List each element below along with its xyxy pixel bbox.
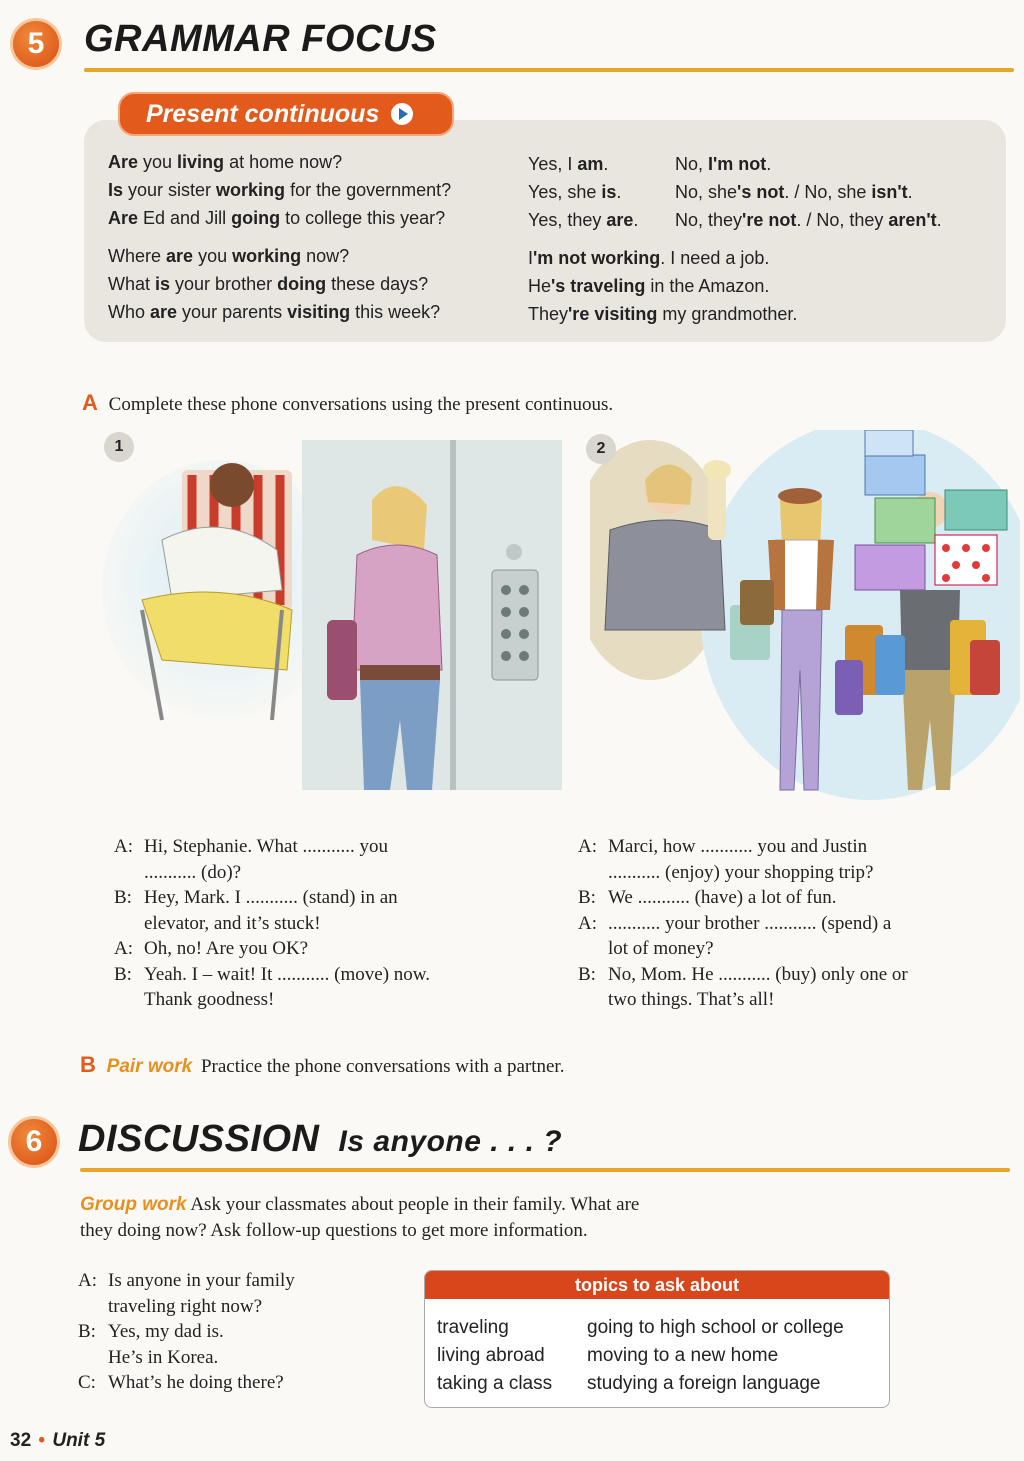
grammar-text: in the Amazon. <box>645 276 770 296</box>
group-work-label: Group work <box>80 1194 187 1215</box>
topic-item: taking a class <box>437 1373 553 1394</box>
section-number-badge <box>8 1116 60 1168</box>
conversation-line <box>114 860 534 886</box>
group-work-text-1: Ask your classmates about people in their family. What are <box>190 1194 640 1215</box>
line-text: Hi, Stephanie. What ........... you <box>144 836 388 857</box>
grammar-text: this week? <box>350 302 441 322</box>
speaker-label <box>578 860 608 886</box>
grammar-text: . / No, they <box>796 210 889 230</box>
conversation-1 <box>114 834 534 1013</box>
grammar-emphasis: going <box>231 208 281 228</box>
line-text: Thank goodness! <box>144 989 275 1010</box>
grammar-emphasis: is <box>601 182 617 202</box>
part-b-text: Practice the phone conversations with a partner. <box>200 1056 565 1077</box>
speaker-label <box>578 987 608 1013</box>
topic-item: moving to a new home <box>587 1345 779 1366</box>
grammar-emphasis: 're not <box>742 210 797 230</box>
grammar-text: . <box>633 210 639 230</box>
speaker-label: B: <box>578 963 596 985</box>
grammar-text: . <box>766 154 772 174</box>
grammar-emphasis: 's traveling <box>551 276 646 296</box>
grammar-text: . <box>603 154 609 174</box>
grammar-negative-answer <box>675 210 942 231</box>
conversation-line <box>78 1345 398 1371</box>
grammar-text: . <box>936 210 942 230</box>
grammar-emphasis: Are <box>108 152 139 172</box>
conversation-line <box>78 1268 398 1294</box>
grammar-emphasis: 's not <box>737 182 785 202</box>
speaker-label: C: <box>78 1372 96 1393</box>
grammar-text: Yes, they <box>528 210 607 230</box>
speaker-label: A: <box>78 1270 97 1291</box>
line-text: Yeah. I – wait! It ........... (move) now. <box>144 963 431 985</box>
grammar-emphasis: I'm not <box>708 154 767 174</box>
grammar-emphasis: are <box>606 210 634 230</box>
footer-bullet: • <box>38 1430 46 1451</box>
grammar-text: He <box>528 276 552 296</box>
grammar-emphasis: 'm not working <box>533 248 661 268</box>
conversation-line <box>578 860 1008 886</box>
grammar-emphasis: working <box>216 180 286 200</box>
conversation-line <box>78 1319 398 1345</box>
grammar-text: Yes, I <box>528 154 578 174</box>
grammar-emphasis: isn't <box>871 182 908 202</box>
wh-question <box>108 274 428 295</box>
line-text: We ........... (have) a lot of fun. <box>608 887 837 908</box>
section-title: GRAMMAR FOCUS <box>84 18 437 60</box>
line-text: elevator, and it’s stuck! <box>144 912 321 934</box>
line-text: What’s he doing there? <box>108 1372 284 1393</box>
speaker-label <box>114 860 144 886</box>
conversation-2 <box>578 834 1008 1013</box>
grammar-text: at home now? <box>224 152 343 172</box>
grammar-text: my grandmother. <box>657 304 798 324</box>
grammar-text: these days? <box>326 274 429 294</box>
grammar-text: . <box>616 182 622 202</box>
conversation-line <box>114 885 534 911</box>
line-text: ........... your brother ........... (spend) a <box>608 912 892 934</box>
topics-header: topics to ask about <box>425 1271 889 1299</box>
part-a-instruction <box>82 390 613 416</box>
section-title <box>78 1118 562 1161</box>
grammar-text: Where <box>108 246 167 266</box>
section-number: 6 <box>25 1125 43 1158</box>
wh-answer <box>528 276 769 297</box>
grammar-emphasis: are <box>166 246 194 266</box>
topic-item: going to high school or college <box>587 1317 844 1338</box>
discussion-title: DISCUSSION <box>78 1118 320 1160</box>
conversation-line <box>114 962 534 988</box>
grammar-text: I <box>528 248 534 268</box>
line-text: traveling right now? <box>108 1295 263 1317</box>
grammar-negative-answer <box>675 154 771 175</box>
part-b-letter: B <box>80 1052 96 1077</box>
grammar-negative-answer <box>675 182 913 203</box>
conversation-line <box>578 911 1008 937</box>
grammar-emphasis: aren't <box>888 210 937 230</box>
topics-box <box>424 1270 890 1408</box>
grammar-emphasis: visiting <box>287 302 351 322</box>
grammar-text: for the government? <box>285 180 452 200</box>
grammar-question <box>108 152 342 173</box>
grammar-text: you <box>193 246 233 266</box>
pair-work-label: Pair work <box>106 1056 193 1077</box>
section-rule <box>84 68 1014 72</box>
grammar-text: Yes, she <box>528 182 602 202</box>
topic-item: traveling <box>437 1317 509 1338</box>
grammar-text: . I need a job. <box>660 248 770 268</box>
speaker-label: A: <box>114 938 133 959</box>
speaker-label <box>78 1345 108 1371</box>
illustration-shopping <box>590 430 1020 810</box>
grammar-text: What <box>108 274 156 294</box>
conversation-line <box>114 987 534 1013</box>
grammar-text: your sister <box>123 180 217 200</box>
part-b-instruction <box>80 1052 564 1078</box>
grammar-question <box>108 180 451 201</box>
grammar-short-answer <box>528 182 621 203</box>
pill-label: Present continuous <box>146 99 380 128</box>
section-rule <box>80 1168 1010 1172</box>
grammar-text: . / No, she <box>784 182 872 202</box>
grammar-text: . <box>907 182 913 202</box>
grammar-emphasis: Are <box>108 208 139 228</box>
conversation-line <box>114 911 534 937</box>
present-continuous-pill <box>118 92 454 136</box>
speaker-label <box>78 1294 108 1320</box>
wh-question <box>108 302 440 323</box>
page-footer <box>10 1430 105 1452</box>
unit-label: Unit 5 <box>52 1430 106 1451</box>
conversation-line <box>78 1294 398 1320</box>
speaker-label <box>114 911 144 937</box>
line-text: He’s in Korea. <box>108 1346 219 1368</box>
part-a-text: Complete these phone conversations using the present continuous. <box>108 394 614 415</box>
conversation-line <box>578 936 1008 962</box>
audio-play-icon[interactable] <box>391 103 413 125</box>
line-text: two things. That’s all! <box>608 989 775 1010</box>
grammar-emphasis: Is <box>108 180 124 200</box>
section-number: 5 <box>27 27 45 60</box>
conversation-line <box>578 987 1008 1013</box>
wh-answer <box>528 304 797 325</box>
section-number-badge <box>10 18 62 70</box>
grammar-text: you <box>138 152 178 172</box>
picture-number-2: 2 <box>586 434 616 464</box>
conversation-line <box>78 1370 398 1396</box>
line-text: Hey, Mark. I ........... (stand) in an <box>144 887 398 908</box>
speaker-label <box>578 936 608 962</box>
grammar-question <box>108 208 445 229</box>
part-a-letter: A <box>82 390 98 415</box>
grammar-text: No, she <box>675 182 738 202</box>
speaker-label: B: <box>114 887 132 908</box>
grammar-text: They <box>528 304 569 324</box>
conversation-line <box>114 834 534 860</box>
grammar-emphasis: doing <box>277 274 327 294</box>
grammar-emphasis: working <box>232 246 302 266</box>
line-text: Is anyone in your family <box>108 1270 295 1291</box>
conversation-line <box>578 834 1008 860</box>
speaker-label: B: <box>578 887 596 908</box>
grammar-text: your brother <box>170 274 278 294</box>
line-text: No, Mom. He ........... (buy) only one or <box>608 963 908 985</box>
discussion-subtitle: Is anyone . . . ? <box>338 1125 563 1158</box>
group-work-text-2: they doing now? Ask follow-up questions to get more information. <box>80 1220 588 1241</box>
line-text: ........... (do)? <box>144 861 242 883</box>
topic-item: living abroad <box>437 1345 545 1366</box>
grammar-short-answer <box>528 210 638 231</box>
page-number: 32 <box>10 1430 32 1451</box>
picture-number-1: 1 <box>104 432 134 462</box>
speaker-label: B: <box>78 1321 96 1342</box>
group-work-instruction <box>80 1192 639 1244</box>
grammar-emphasis: are <box>150 302 178 322</box>
grammar-text: to college this year? <box>280 208 446 228</box>
line-text: lot of money? <box>608 938 714 959</box>
speaker-label: A: <box>114 836 133 857</box>
line-text: Marci, how ........... you and Justin <box>608 836 868 857</box>
grammar-short-answer <box>528 154 608 175</box>
speaker-label: A: <box>578 836 597 857</box>
grammar-text: No, <box>675 154 709 174</box>
grammar-emphasis: am <box>577 154 604 174</box>
speaker-label: A: <box>578 912 597 934</box>
grammar-text: Who <box>108 302 151 322</box>
speaker-label <box>114 987 144 1013</box>
topic-item: studying a foreign language <box>587 1373 821 1394</box>
grammar-emphasis: 're visiting <box>568 304 658 324</box>
discussion-dialog <box>78 1268 398 1396</box>
grammar-text: No, they <box>675 210 743 230</box>
grammar-emphasis: living <box>177 152 225 172</box>
speaker-label: B: <box>114 963 132 985</box>
line-text: Oh, no! Are you OK? <box>144 938 309 959</box>
grammar-text: your parents <box>177 302 288 322</box>
conversation-line <box>578 962 1008 988</box>
line-text: ........... (enjoy) your shopping trip? <box>608 861 874 883</box>
conversation-line <box>114 936 534 962</box>
grammar-text: Ed and Jill <box>138 208 232 228</box>
grammar-text: now? <box>301 246 350 266</box>
wh-answer <box>528 248 769 269</box>
illustration-elevator <box>102 440 572 800</box>
conversation-line <box>578 885 1008 911</box>
line-text: Yes, my dad is. <box>108 1321 224 1342</box>
wh-question <box>108 246 349 267</box>
grammar-emphasis: is <box>155 274 171 294</box>
